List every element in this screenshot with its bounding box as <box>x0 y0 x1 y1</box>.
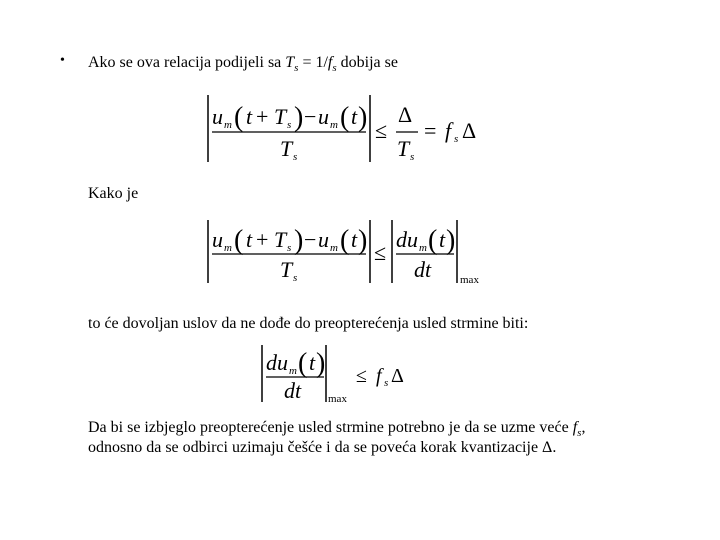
eq2-dt: dt <box>414 257 432 282</box>
intro-post: dobija se <box>336 54 398 71</box>
ts-symbol: T <box>285 54 295 71</box>
eq2-T: T <box>274 227 287 252</box>
eq3-f: f <box>376 365 382 387</box>
eq3-le: ≤ <box>356 365 367 387</box>
eq1-den-T: T <box>280 136 293 161</box>
fs-symbol: f <box>327 54 333 71</box>
eq2-t: t <box>246 227 253 252</box>
conclusion-comma: , <box>581 419 586 436</box>
eq1-den-T2: T <box>397 136 410 161</box>
eq1-paren-open2: ( <box>340 102 350 133</box>
eq1-f: f <box>445 118 452 143</box>
eq2-sub-m: m <box>224 242 232 254</box>
equation-2 <box>200 217 490 287</box>
intro-sentence <box>88 53 398 78</box>
eq2-max: max <box>460 274 479 286</box>
eq2-u: u <box>212 227 223 252</box>
eq1-delta2: Δ <box>462 118 477 143</box>
eq3-u: u <box>277 350 288 375</box>
intro-text: Ako se ova relacija podijeli sa <box>88 54 286 71</box>
equation-1 <box>200 92 490 167</box>
eq2-du-paren-close: ) <box>446 225 456 256</box>
eq1-u2: u <box>318 104 329 129</box>
eq1-paren-open: ( <box>234 102 244 133</box>
eq1-equals: = <box>424 118 437 143</box>
eq3-max: max <box>328 393 347 405</box>
eq2-du-paren-open: ( <box>428 225 438 256</box>
eq1-den-s2: s <box>410 151 415 163</box>
eq1-t2: t <box>351 104 358 129</box>
conclusion-fs-sub: s <box>577 427 582 440</box>
condition-sentence: to će dovoljan uslov da ne dođe do preopterećenja usled strmine biti: <box>88 315 529 332</box>
ts-subscript: s <box>294 62 299 75</box>
eq1-sub-m: m <box>224 119 232 131</box>
conclusion-line-2: odnosno da se odbirci uzimaju češće i da se poveća korak kvantizacije Δ. <box>88 439 557 456</box>
eq1-t: t <box>246 104 253 129</box>
eq1-le: ≤ <box>375 118 388 143</box>
eq3-t: t <box>309 350 316 375</box>
eq2-du-m: m <box>419 242 427 254</box>
eq1-paren-close: ) <box>294 102 304 133</box>
intro-eq: = 1/ <box>298 54 328 71</box>
kako-je-text: Kako je <box>88 185 139 202</box>
fs-subscript: s <box>332 62 337 75</box>
eq2-paren-open2: ( <box>340 225 350 256</box>
eq2-u2: u <box>318 227 329 252</box>
eq2-du-t: t <box>439 227 446 252</box>
eq2-paren-close: ) <box>294 225 304 256</box>
eq3-delta: Δ <box>391 365 404 387</box>
bullet-point: • <box>60 53 65 68</box>
eq3-paren-open: ( <box>298 348 308 379</box>
eq2-den-s: s <box>293 272 298 284</box>
eq2-du-u: u <box>407 227 418 252</box>
eq2-minus: − <box>304 227 317 252</box>
eq1-den-s: s <box>293 151 298 163</box>
eq2-paren-open: ( <box>234 225 244 256</box>
eq2-den-T: T <box>280 257 293 282</box>
eq3-m: m <box>289 365 297 377</box>
equation-3 <box>256 342 416 407</box>
eq2-sub-m2: m <box>330 242 338 254</box>
eq2-plus: + <box>256 227 269 252</box>
eq2-paren-close2: ) <box>358 225 368 256</box>
eq2-t2: t <box>351 227 358 252</box>
eq1-delta: Δ <box>398 102 413 127</box>
eq1-sub-m2: m <box>330 119 338 131</box>
eq3-dt: dt <box>284 378 302 403</box>
eq2-d: d <box>396 227 407 252</box>
eq1-T: T <box>274 104 287 129</box>
eq3-f-sub: s <box>384 377 389 389</box>
eq1-u: u <box>212 104 223 129</box>
eq3-d: d <box>266 350 277 375</box>
eq1-plus: + <box>256 104 269 129</box>
eq3-paren-close: ) <box>316 348 326 379</box>
eq1-minus: − <box>304 104 317 129</box>
eq1-sub-s: s <box>287 119 292 131</box>
eq2-le: ≤ <box>374 240 387 265</box>
eq1-f-sub: s <box>454 133 459 145</box>
conclusion-text-1: Da bi se izbjeglo preopterećenje usled strmine potrebno je da se uzme veće <box>88 419 573 436</box>
conclusion-fs: f <box>572 419 578 436</box>
eq2-sub-s: s <box>287 242 292 254</box>
eq1-paren-close2: ) <box>358 102 368 133</box>
